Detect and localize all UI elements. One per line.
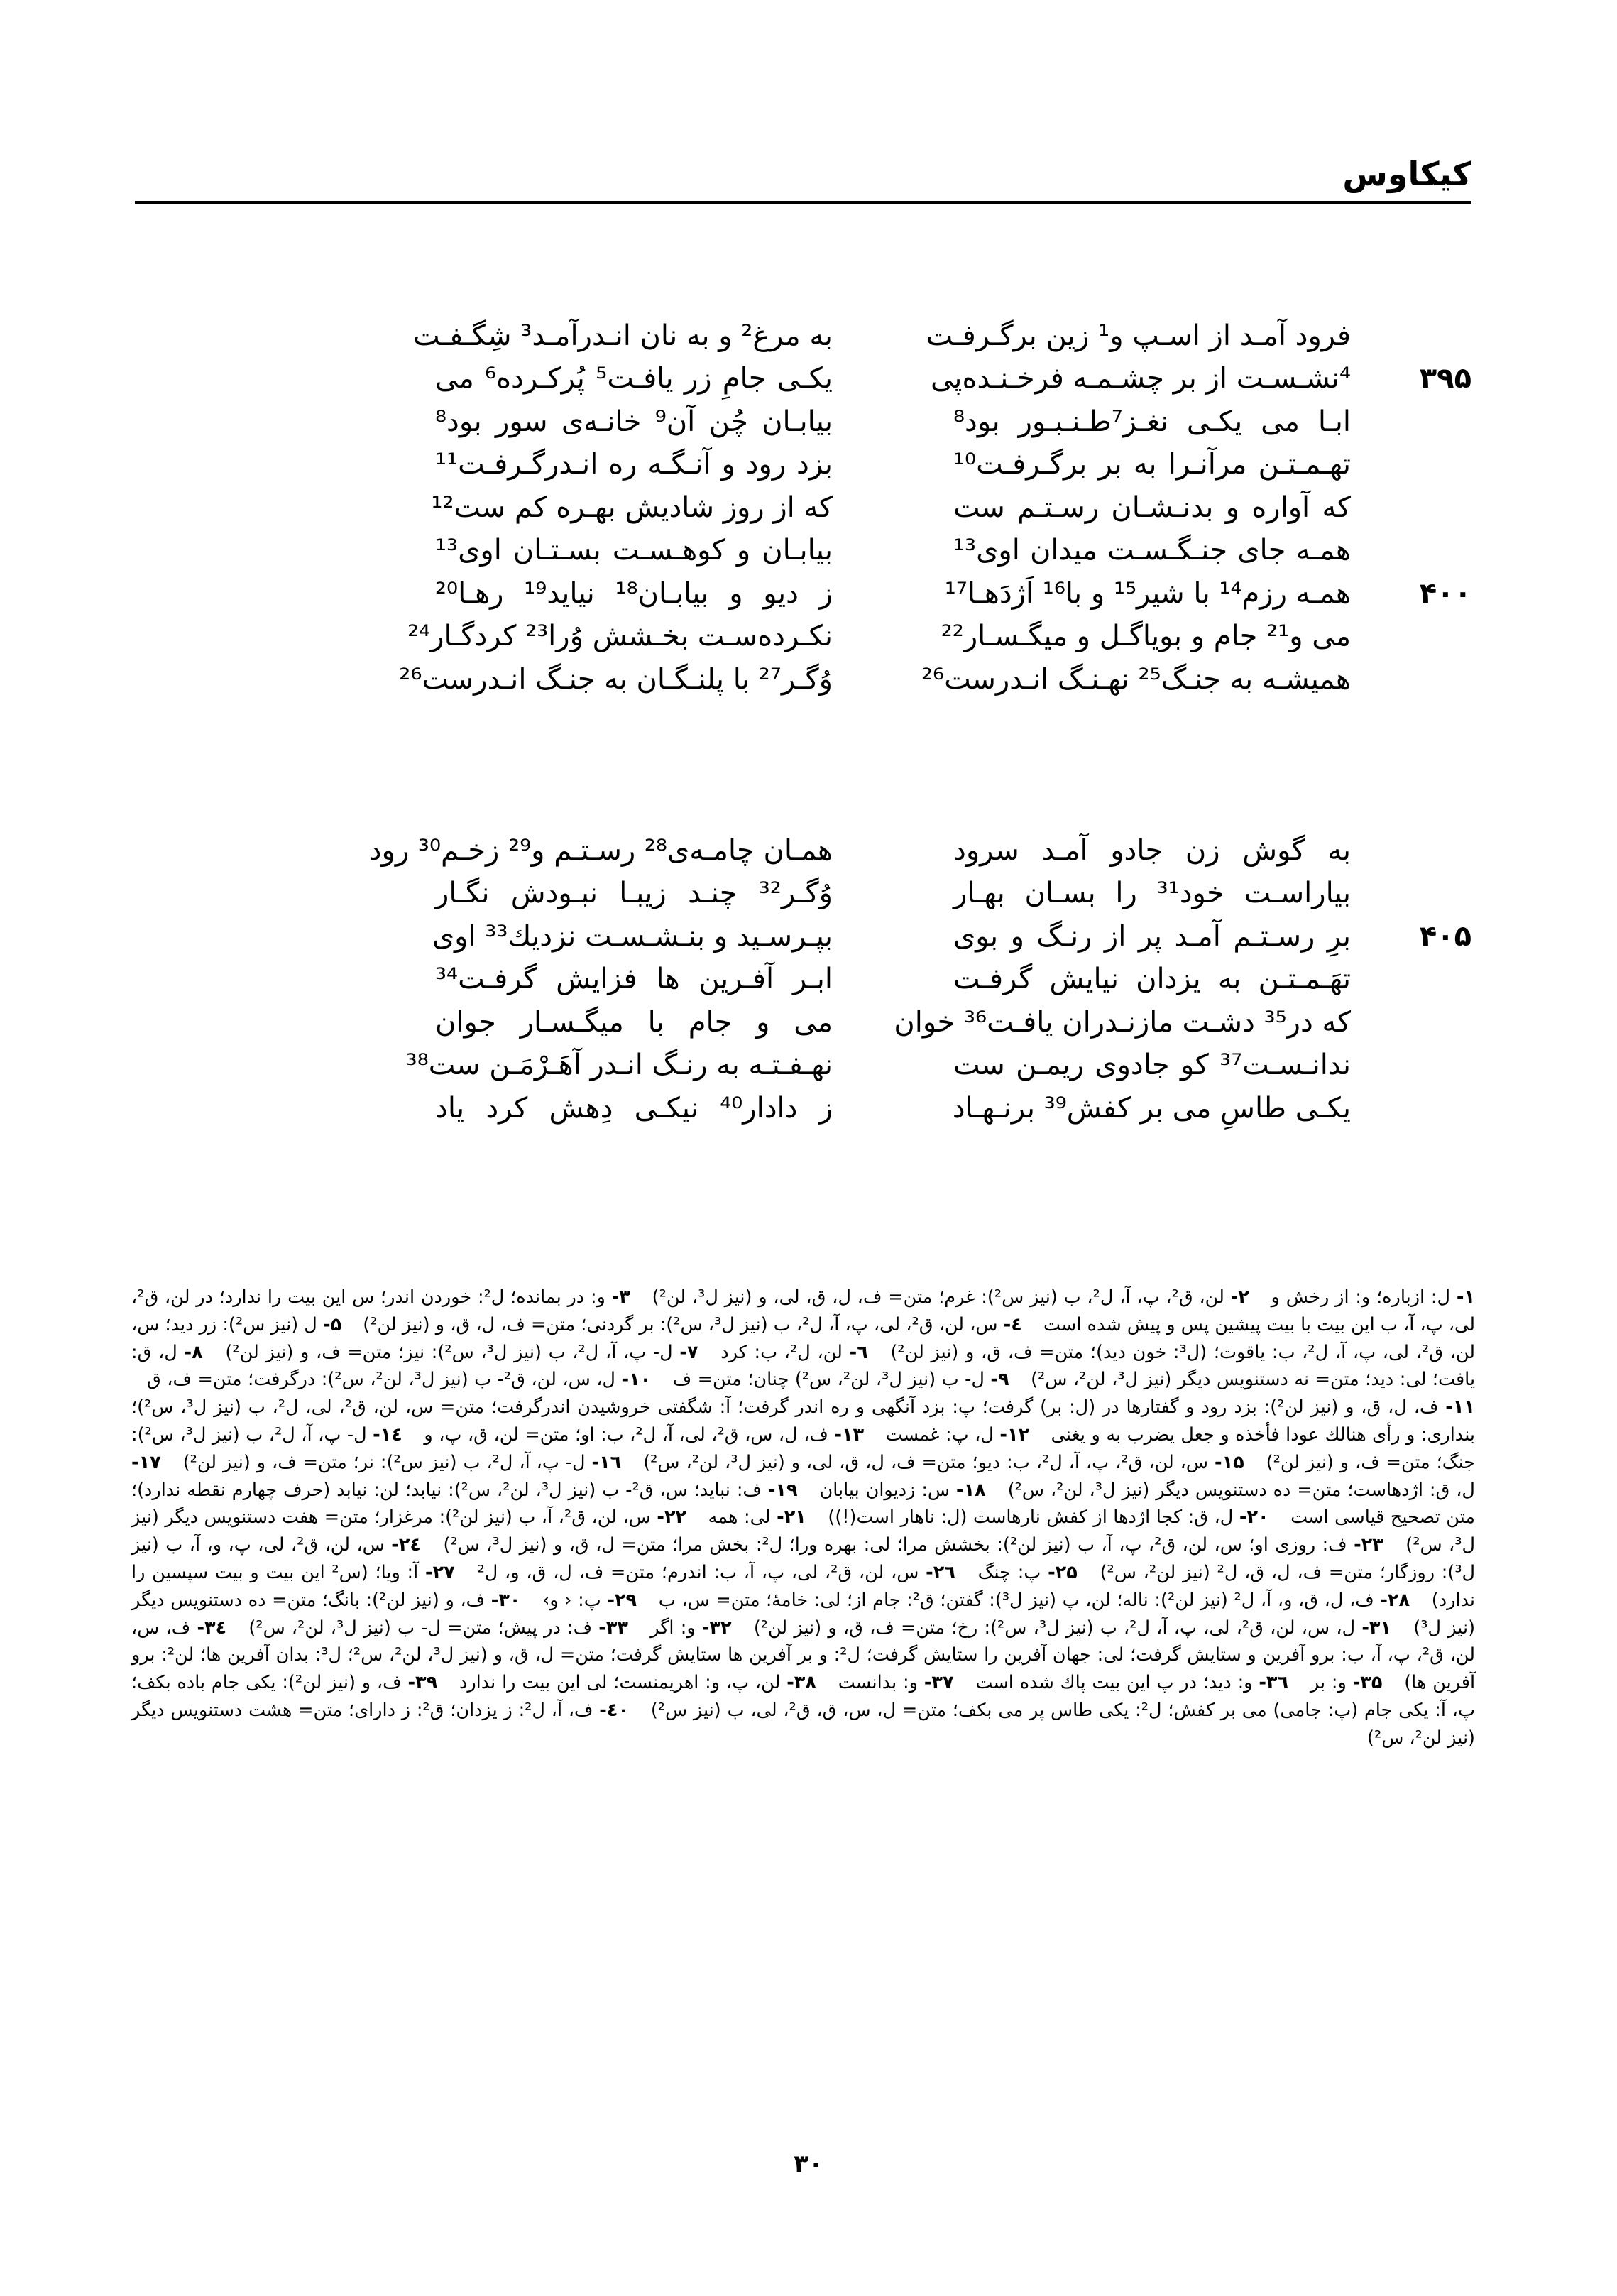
first-hemistich: همـه جای جنـگـسـت میدان اوی¹³: [953, 534, 1351, 567]
verse-block-2: [227, 827, 1471, 1128]
footnote: ۸- ل، ق: یافت؛ لی: دید؛ متن= نه دستنویس دیگر (نیز ل³، لن²، س²): [131, 1341, 1476, 1391]
footnote: ۳- و: در بمانده؛ ل²: خوردن اندر؛ س این بیت را ندارد؛ در لن، ق²، لی، پ، آ، ب این بیت با بیت پیشین پس و پیش شده است: [131, 1286, 1476, 1335]
first-hemistich: که در³⁵ دشـت مازنـدران یافـت³⁶ خوان: [894, 1005, 1351, 1039]
footnote: ٦- لن، ل²، ب: کرد: [720, 1341, 868, 1363]
footnote: ۳۱- ل، س، لن، ق²، لی، پ، آ، ل²، ب (نیز ل³، س²): رخ؛ متن= ف، ق، و (نیز لن²): [753, 1617, 1392, 1639]
footnote: ١٤- ل- پ، آ، ل²، ب (نیز ل³، س²): جنگ؛ متن= ف، و (نیز لن²): [131, 1423, 1476, 1473]
first-hemistich: به گوش زن جادو آمـد سرود: [953, 833, 1351, 867]
verse-line: [227, 398, 1471, 442]
second-hemistich: وُگـر³² چنـد زیبـا نبـودش نگـار: [435, 877, 833, 909]
footnote: ۱۹- ف: نباید؛ س، ق²- ب (نیز ل³، لن²، س²): نیابد؛ لن: نیابد (حرف چهارم نقطه ندارد)؛ متن تصحیح قیاسی است: [131, 1479, 1476, 1529]
first-hemistich: ندانـسـت³⁷ کو جادوی ریمـن ست: [953, 1049, 1351, 1081]
verse-line: [227, 913, 1471, 956]
first-hemistich: یکـی طاسِ می بر کفش³⁹ برنـهـاد: [952, 1091, 1351, 1125]
footnote: ۳۰- ف، و (نیز لن²): بانگ؛ متن= ده دستنویس دیگر (نیز ل³): [131, 1589, 1476, 1639]
footnote: ۲- لن، ق²، پ، آ، ل²، ب (نیز س²): غرم؛ متن= ف، ل، ق، لی، و (نیز ل³، لن²): [652, 1286, 1249, 1308]
header-rule: [135, 201, 1471, 204]
verse-line: [227, 956, 1471, 1000]
verse-number: [1351, 907, 1471, 913]
verse-block-1: [227, 312, 1471, 699]
footnotes: [131, 1284, 1475, 1752]
first-hemistich: می و²¹ جام و بویاگـل و میگـسـار²²: [941, 620, 1351, 652]
footnote: ٤٠- ف، آ، ل²: ز یزدان؛ ق²: ز دارای؛ متن= هشت دستنویس دیگر (نیز لن²، س²): [131, 1699, 1475, 1749]
footnote: ۳۵- و: بر: [1310, 1672, 1383, 1694]
verse-line: [227, 1042, 1471, 1086]
verse-line: [227, 570, 1471, 613]
verse-number: [1351, 436, 1471, 442]
footnote: ۲۲- س، لن، ق²، آ، ب (نیز لن²): مرغزار؛ متن= هفت دستنویس دیگر (نیز ل³، س²): [131, 1507, 1476, 1556]
footnote: ۳۸- لن، پ، و: اهریمنست؛ لی این بیت را ندارد: [459, 1672, 816, 1694]
second-hemistich: بپـرسـید و بنـشـسـت نزدیك³³ اوی: [432, 919, 833, 953]
footnote: ٢٦- س، لن، ق²، لی، پ، آ، ب: اندرم؛ متن= ف، ل، ق، و، ل²: [477, 1561, 955, 1583]
footnote: ١٦- ل- پ، آ، ل²، ب (نیز س²): نر؛ متن= ف، و (نیز لن²): [182, 1451, 622, 1473]
verse-number: [1351, 1037, 1471, 1042]
second-hemistich: می و جام با میگـسـار جوان: [435, 1005, 833, 1039]
footnote: ۲۹- پ: ‹ و›: [542, 1589, 637, 1611]
verse-number: [1351, 865, 1471, 870]
footnote: ۳۳- ف: در پیش؛ متن= ل- ب (نیز ل³، لن²، س²): [248, 1617, 628, 1639]
first-hemistich: بیاراسـت خود³¹ را بسـان بهـار: [953, 877, 1352, 909]
second-hemistich: بزد رود و آنـگـه ره انـدرگـرفـت¹¹: [435, 448, 833, 481]
footnote: ۲۸- ف، ل، ق، و، آ، ل² (نیز لن²): ناله؛ لن، پ (نیز ل³): گفتن؛ ق²: جام از؛ لی: خامهٔ؛ متن= س، ب: [658, 1589, 1410, 1611]
first-hemistich: ⁴نشـسـت از بر چشـمـه فرخـنـده‌پی: [930, 362, 1351, 395]
verse-line: [227, 527, 1471, 571]
verse-number: [1351, 1079, 1471, 1085]
second-hemistich: بیابـان چُن آن⁹ خانـه‌ی سور بود⁸: [435, 405, 833, 438]
verse-line: [227, 312, 1471, 356]
second-hemistich: نهـفـتـه به رنـگ انـدر آهَـرْمَـن ست³⁸: [405, 1049, 833, 1081]
footnote: ۱۳- ف، ل، س، ق²، لی، آ، ل²، ب: او؛ متن= لن، ق، پ، و: [424, 1423, 865, 1445]
verse-number: ۴۰۵: [1419, 919, 1471, 953]
verse-number: [1351, 650, 1471, 656]
footnote: ۲۷- آ: ویا؛ (س² این بیت و بیت سپسین را ندارد): [131, 1561, 1475, 1611]
first-hemistich: همـه رزم¹⁴ با شیر¹⁵ و با¹⁶ اَژدَهـا¹⁷: [944, 576, 1351, 610]
verse-number: [1351, 522, 1471, 527]
verse-number: [1351, 1122, 1471, 1128]
footnote: ٤- س، لن، ق²، لی، پ، آ، ل²، ب (نیز ل³، س²): بر گردنی؛ متن= ف، ل، ق، و (نیز لن²): [363, 1313, 1022, 1335]
verse-line: [227, 356, 1471, 399]
running-header-title: کیکاوس: [1342, 155, 1471, 193]
footnote: ۲۳- ف: روزی او؛ س، لن، ق²، پ، آ، ب (نیز لن²): بخشش مرا؛ لی: بهره ورا؛ ل²: بخش مرا؛ متن= ل، ق، و (نیز ل³، س²): [443, 1534, 1383, 1556]
second-hemistich: که از روز شادیش بهـره کم ست¹²: [431, 491, 833, 524]
verse-line: [227, 656, 1471, 699]
first-hemistich: ابـا می یکـی نغـز⁷طـنـبـور بود⁸: [953, 405, 1352, 438]
footnote: ۱۲- ل، پ: غمست: [885, 1423, 1030, 1445]
footnote: ۹- ل- ب (نیز ل³، لن²، س²) چنان؛ متن= ف: [672, 1369, 1009, 1391]
footnote: ۲۰- ل، ق: کجا اژدها از کفش نارهاست (ل: ناهار است(!)): [828, 1507, 1269, 1529]
first-hemistich: فرود آمـد از اسـپ و¹ زین برگـرفـت: [926, 319, 1351, 352]
second-hemistich: یکـی جامِ زر یافـت⁵ پُرکـرده⁶ می: [435, 362, 833, 395]
first-hemistich: که آواره و بدنـشـان رسـتـم ست: [953, 491, 1351, 524]
second-hemistich: بیابـان و کوهـسـت بسـتـان اوی¹³: [435, 534, 833, 567]
second-hemistich: نکـرده‌سـت بخـشش وُرا²³ کردگـار²⁴: [407, 620, 833, 652]
footnote: ۳۲- و: اگر: [650, 1617, 732, 1639]
verse-line: [227, 484, 1471, 527]
verse-number: [1351, 564, 1471, 570]
footnote: ۲۵- پ: چنگ: [977, 1561, 1078, 1583]
second-hemistich: به مرغ² و به نان انـدرآمـد³ شِگـفـت: [412, 319, 833, 352]
verse-line: [227, 613, 1471, 657]
verse-line: [227, 870, 1471, 914]
second-hemistich: همـان چامـه‌ی²⁸ رسـتـم و²⁹ زخـم³⁰ رود: [368, 833, 833, 867]
footnote: ۷- ل- پ، آ، ل²، ب (نیز ل³، س²): نیز؛ متن= ف، و (نیز لن²): [225, 1341, 698, 1363]
verse-number: [1351, 993, 1471, 999]
footnote: ۱۱- ف، ل، ق، و (نیز لن²): بزد رود و گفتارها در (ل: بر) گرفت؛ پ: بزد آنگهی و ره اندر گرفت؛ آ: شگفتی خروشیدن اندرگرفت؛ متن= س، لن، ق²، لی، ل²، ب (نیز ل³، س²)؛ بنداری: و رأی هنالك عودا فأخذه و جعل یضرب به و یغنی: [131, 1396, 1475, 1445]
verse-number: ۴۰۰: [1419, 576, 1471, 610]
second-hemistich: ابـر آفـرین ها فزایش گرفـت³⁴: [435, 963, 833, 995]
footnote: ۳٦- و: دید؛ در پ این بیت پاك شده است: [975, 1672, 1289, 1694]
footnote: ۱۰- ل، س، لن، ق²- ب (نیز ل³، لن²، س²): درگرفت؛ متن= ف، ق: [147, 1369, 652, 1391]
verse-line: [227, 999, 1471, 1042]
footnote: ۲۱- لی: همه: [708, 1507, 806, 1529]
footnote: ۱۸- س: زدیوان بیابان: [819, 1479, 986, 1501]
first-hemistich: تهـمـتـن مرآنـرا به بر برگـرفـت¹⁰: [953, 448, 1351, 481]
footnote: ۳۷- و: بدانست: [838, 1672, 954, 1694]
verse-line: [227, 827, 1471, 870]
verse-line: [227, 1085, 1471, 1128]
verse-number: [1351, 350, 1471, 356]
second-hemistich: وُگـر²⁷ با پلنـگـان به جنـگ انـدرست²⁶: [399, 662, 833, 696]
footnote: ۳٤- ف، س، لن، ق²، پ، آ، ب: برو آفرین و ستایش گرفت؛ لی: جهان آفرین را ستایش گرفت؛ ل²: و بر آفرین ها ستایش گرفت؛ متن= ل، ق، و (نیز ل³، لن²، س²؛ ل³: بدان آفرین ها؛ لن²: برو آفرین ها): [131, 1617, 1476, 1694]
first-hemistich: برِ رسـتـم آمـد پر از رنـگ و بوی: [953, 919, 1351, 953]
first-hemistich: همیشـه به جنـگ²⁵ نهـنـگ انـدرست²⁶: [921, 662, 1351, 696]
page-number: ۳۰: [794, 2150, 823, 2178]
verse-number: [1351, 694, 1471, 699]
footnote: ٢٤- س، لن، ق²، لی، پ، و، آ، ب (نیز ل³): روزگار؛ متن= ف، ل، ق، ل² (نیز لن²، س²): [131, 1534, 1476, 1583]
second-hemistich: ز دادار⁴⁰ نیکـی دِهش کرد یاد: [435, 1091, 833, 1125]
footnote: ۱- ل: ازباره؛ و: از رخش و: [1271, 1286, 1476, 1308]
second-hemistich: ز دیو و بیابـان¹⁸ نیاید¹⁹ رهـا²⁰: [435, 576, 833, 610]
footnote: ۱۷- ل، ق: اژدهاست؛ متن= ده دستنویس دیگر (نیز ل³، لن²، س²): [131, 1451, 1475, 1501]
verse-line: [227, 442, 1471, 485]
first-hemistich: تهَـمـتـن به یزدان نیایش گرفـت: [953, 963, 1351, 995]
verse-number: [1351, 479, 1471, 484]
footnote: ۳۹- ف، و (نیز لن²): یکی جام باده بکف؛ پ، آ: یکی جام (پ: جامی) می بر کفش؛ ل²: یکی طاس پر می بکف؛ متن= ل، س، ق، ق²، لی، ب (نیز س²): [131, 1672, 1475, 1721]
verse-number: ۳۹۵: [1419, 362, 1471, 395]
footnote: ۱۵- س، لن، ق²، پ، آ، ل²، ب: دیو؛ متن= ف، ل، ق، لی، و (نیز ل³، لن²، س²): [643, 1451, 1244, 1473]
footnote: ۵- ل (نیز س²): زر دید؛ س، لن، ق²، لی، پ، آ، ل²، ب: یاقوت؛ (ل³: خون دید)؛ متن= ف، ق، و (نیز لن²): [131, 1313, 1476, 1363]
